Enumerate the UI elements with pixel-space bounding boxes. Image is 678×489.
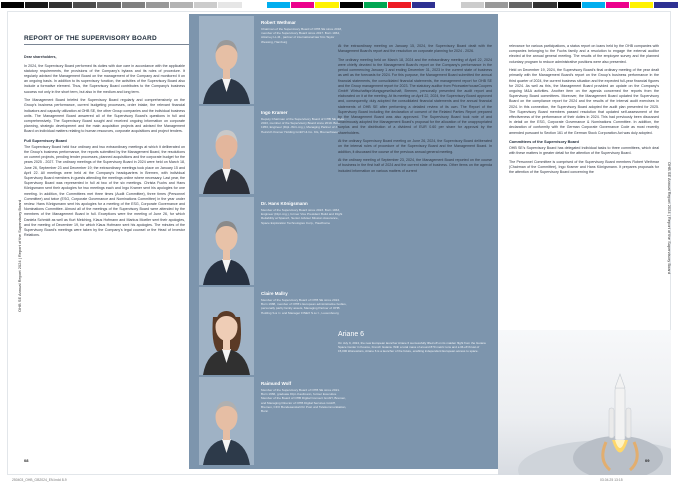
color-swatch [267,2,290,8]
color-swatch [218,2,241,8]
portrait-photo [199,16,254,104]
board-member [199,106,349,194]
color-swatch [1,2,24,8]
member-name: Raimund Wolf [261,381,292,386]
color-swatch [97,2,120,8]
section-heading-full-board: Full Supervisory Board [24,138,67,144]
page-title: REPORT OF THE SUPERVISORY BOARD [24,35,157,42]
side-label-right: OHB SE Annual Report 2024 | Report of the Supervisory Board [667,162,672,274]
color-swatch [558,2,581,8]
paragraph: At the extraordinary meeting on January 15, 2024, the Supervisory Board dealt with the Management Board's report and the resolution on corporate planning for 2024 - 2026. [338,44,492,54]
color-swatch [412,2,435,8]
color-swatch [340,2,363,8]
color-swatch [73,2,96,8]
color-swatch [654,2,677,8]
paragraph: OHB SE's Supervisory Board has delegated individual tasks to three committees, which deal with these matters in greater detail for the attention of the Supervisory Board. [509,145,659,156]
paragraph: The Personnel Committee is comprised of the Supervisory Board members Robert Wethmar (Chairman of the Committee), Ingo Kramer and Hans Königsmann. It prepares proposals for the attention of the Supervisory Board concerning the [509,159,659,175]
paragraph: relevance for various participations, a status report on loans held by the OHB companies with companies belonging to the Fuchs family and a resolution to engage the external auditor elected at the annual general meeting. The results of the employee survey and the planned voluntary program to reduce administrative positions were also presented. [509,44,659,64]
paragraph: The ordinary meeting held on March 18, 2024 and the extraordinary meeting of April 22, 2024 were chiefly devoted to the Management Board's report on the Company's performance in the period commencing January 1 and ending December 31, 2023 in the current state of business as well as the forecasts for 2024. For this purpose, the Management Board submitted the annual financial statements, the consolidated financial statements, the management report for OHB SE and the Group management report for 2023. The statutory auditor from PricewaterhouseCoopers GmbH Wirtschaftsprüfungsgesellschaft, Bremen, personally presented the audit report and elaborated on it at the meeting. At its meeting on April 22, 2024, the Supervisory Board approved and, consequently, duly adopted the consolidated financial statements and the annual financial statements of OHB SE after performing a detailed review of its own. The Report of the Supervisory Board including the declaration of consent of the Related Parties Report prepared by the Management Board was also approved. The Supervisory Board took note of and unanimously adopted the Management Board's proposal for the allocation of the unappropriated surplus and the distribution of a dividend of EUR 0.60 per share for approval by the shareholders. [338,57,492,135]
board-member [199,16,349,104]
color-swatch [461,2,484,8]
ariane-caption-title: Ariane 6 [338,331,365,338]
paragraph: The Management Board briefed the Supervisory Board regularly and comprehensively on the Group's business performance, current budgeting processes, order intake, the relevant financial indicators and capacity utilization at OHB SE, the other Group companies and the individual business units. The Management Board answered all of the Supervisory Board's questions in full and comprehensively. The Supervisory Board sought and received ongoing information on corporate planning, strategic development and the main acquisition projects and advised the Management Board on individual matters relating to human resources, corporate acquisitions and project tenders. [24,98,185,134]
color-swatch [533,2,556,8]
member-bio: Member of the Supervisory Board of OHB SE since 2024. Born 1988, member of OHB's European administrative bodies, personally partly family assets, Managing Partner of OHB Holding S.à r.l. and Manager FINEX S.à r.l., Luxembourg [261,298,347,315]
member-bio: Deputy Chairman of the Supervisory Board of OHB SE since 2023, member of the Supervisory Board since 2019. Born 1953, Engineer (Dipl.-Wirt.-Ing.), Managing Partner of J. Heinrich Kramer Holding GmbH & Co. KG, Bremerhaven [261,117,345,134]
page-number-left: 08 [24,458,29,463]
color-swatch [25,2,48,8]
rocket-illustration [498,330,671,475]
color-swatch [122,2,145,8]
color-swatch [606,2,629,8]
paragraph: At the ordinary meeting of September 23, 2024, the Management Board reported on the course of business in the first half of 2024 and the current state of business. Other items on the agenda included information on various matters of current [338,158,492,173]
portrait-photo [199,106,254,194]
color-swatch [485,2,508,8]
page-number-right: 09 [645,458,650,463]
text-column-1 [24,55,185,242]
footer-file-info: 250403_OHB_GB2024_EN.indd 8-9 [12,478,67,482]
member-name: Claire Mallry [261,291,288,296]
color-swatch [170,2,193,8]
board-member [199,377,349,465]
portrait-photo [199,197,254,285]
paragraph: At the ordinary Supervisory Board meeting on June 26, 2024, the Supervisory Board deliberated on the internal rules of procedure of the Supervisory Board and the Management Board. In addition, it discussed the course of the previous annual general meeting. [338,139,492,154]
color-swatch [630,2,653,8]
color-swatch [436,2,459,8]
member-bio: Member of the Supervisory Board since 2023. Born 1963, Engineer (Dipl.-Ing.), former Vice President Build and Flight Reliability at SpaceX, Senior Adviser Mission Assurance, Space Exploration Technologies Corp., Hawthorne [261,208,343,225]
member-name: Dr. Hans Königsmann [261,201,308,206]
color-swatch [194,2,217,8]
greeting: Dear shareholders, [24,55,57,59]
paragraph: In 2024, the Supervisory Board performed its duties with due care in accordance with the applicable statutory requirements, the provisions of the Company's bylaws and its rules of procedure. It regularly advised the Management Board on the management of the Company and monitored it on an ongoing basis. In addition to its supervisory function, the activities of the Supervisory Board also include a formative element. Thus, the Supervisory Board contributes to the Company's business success not only in the short term, but also in the medium and long term. [24,63,185,94]
color-swatch [146,2,169,8]
member-name: Ingo Kramer [261,110,288,115]
text-column-3 [338,44,492,177]
portrait-photo [199,377,254,465]
color-swatch [49,2,72,8]
board-member [199,287,349,375]
color-swatch [243,2,266,8]
text-column-4 [509,44,659,179]
color-swatch [388,2,411,8]
side-label-left: OHB SE Annual Report 2024 | Report of the Supervisory Board [17,200,22,312]
color-swatch [291,2,314,8]
footer-timestamp: 03.04.25 13:15 [600,478,623,482]
color-swatch [509,2,532,8]
color-calibration-bar [0,0,678,10]
color-swatch [582,2,605,8]
paragraph: The Supervisory Board held four ordinary and two extraordinary meetings at which it deliberated on the Group's business performance, the reports submitted by the Management Board, the resolutions on current projects, pending tender processes, planned acquisitions and the corporate budget for the years 2025 - 2027. The ordinary meetings of the Supervisory Board in 2024 were held on March 18, June 26, September 23 and December 19; the extraordinary meetings took place on January 15 and April 22. All meetings were held at the Company's headquarters in Bremen, with individual Supervisory Board members in guests attending the meetings online where necessary. Last year, the Supervisory Board was represented in full at two of the six meetings. Christa Fuchs and Hans Königsmann sent their apologies for two meetings each and Ingo Kramer sent his apologies for one meeting. In addition, the Committees met three times (Audit Committee), three times (Personnel Committee) and twice (ESG, Corporate Governance and Nominations Committee) in the year under review. Hans Königsmann sent his apologies for a meeting of the ESG, Corporate Governance and Nominations Committee. Almost all of the meetings of the Supervisory Board were attended by the members of the Management Board in full. Exceptions were the meeting of June 26, for which Daniela Schmidt as well as Kurt Melching, Klaus Hofmann and Markus Moeller sent their apologies, and the meeting of December 19, for which Klaus Hofmann sent his apologies. The minutes of the Supervisory Board's meetings were taken by the Company's legal counsel or the Head of Investor Relations. [24,144,185,238]
color-swatch [364,2,387,8]
rocket-launch-image [498,330,671,475]
member-name: Robert Wethmar [261,20,296,25]
paragraph: Held on December 19, 2024, the Supervisory Board's final ordinary meeting of the year dealt primarily with the Management Board's report on the Group's business performance in the third quarter of 2024, the current business situation and the expected full-year financial figures for 2024. As well as this, the Management Board provided an update on the Company's ongoing M&A activities. Another item on the agenda concerned the reports from the Supervisory Board committees. Moreover, the Management Board updated the Supervisory Board on the compliance report for 2024 and the results of the internal audit exercises in 2024. In this connection, the Supervisory Board adopted the audit plan presented for 2025. The Supervisory Board members passed resolution that updated self-assessment of the effectiveness of the performance of their duties in 2024. This had previously been discussed in detail on the ESG, Corporate Governance & Nominations Committee. In addition, the declaration of conformity with the German Corporate Governance Code as most recently amended pursuant to Section 161 of the German Stock Corporation Act was duly adopted. [509,68,659,135]
board-member [199,197,349,285]
member-bio: Member of the Supervisory Board of OHB SE since 2021. Born 1966, graduate Dipl.-Kaufmann, former Executive Member of the Board of OHB Digital Connect GmbH, Bremen, and Managing Director of OHB Digital Services GmbH, Bremen, CFO Bundesanstalt für Post und Telekommunikation, Bonn [261,388,347,414]
portrait-photo [199,287,254,375]
section-heading-committees: Committees of the Supervisory Board [509,139,579,145]
color-swatch [315,2,338,8]
member-bio: Chairman of the Supervisory Board of OHB SE since 2018, member of the Supervisory Board since 2017. Born 1964, Attorney LL.M., partner of international law firm Taylor Wessing, Hamburg [261,27,342,44]
ariane-caption-text: On July 9, 2024, the new European launcher Ariane 6 successfully lifted off on its maiden flight from the Guiana Space Center in Kourou, French Guiana. With a total mass of around 870 metric tons and a lift-off thrust of 15,000 kilonewtons, Ariane 6 is a launcher of the future, enabling independent European access to space. [338,341,486,354]
